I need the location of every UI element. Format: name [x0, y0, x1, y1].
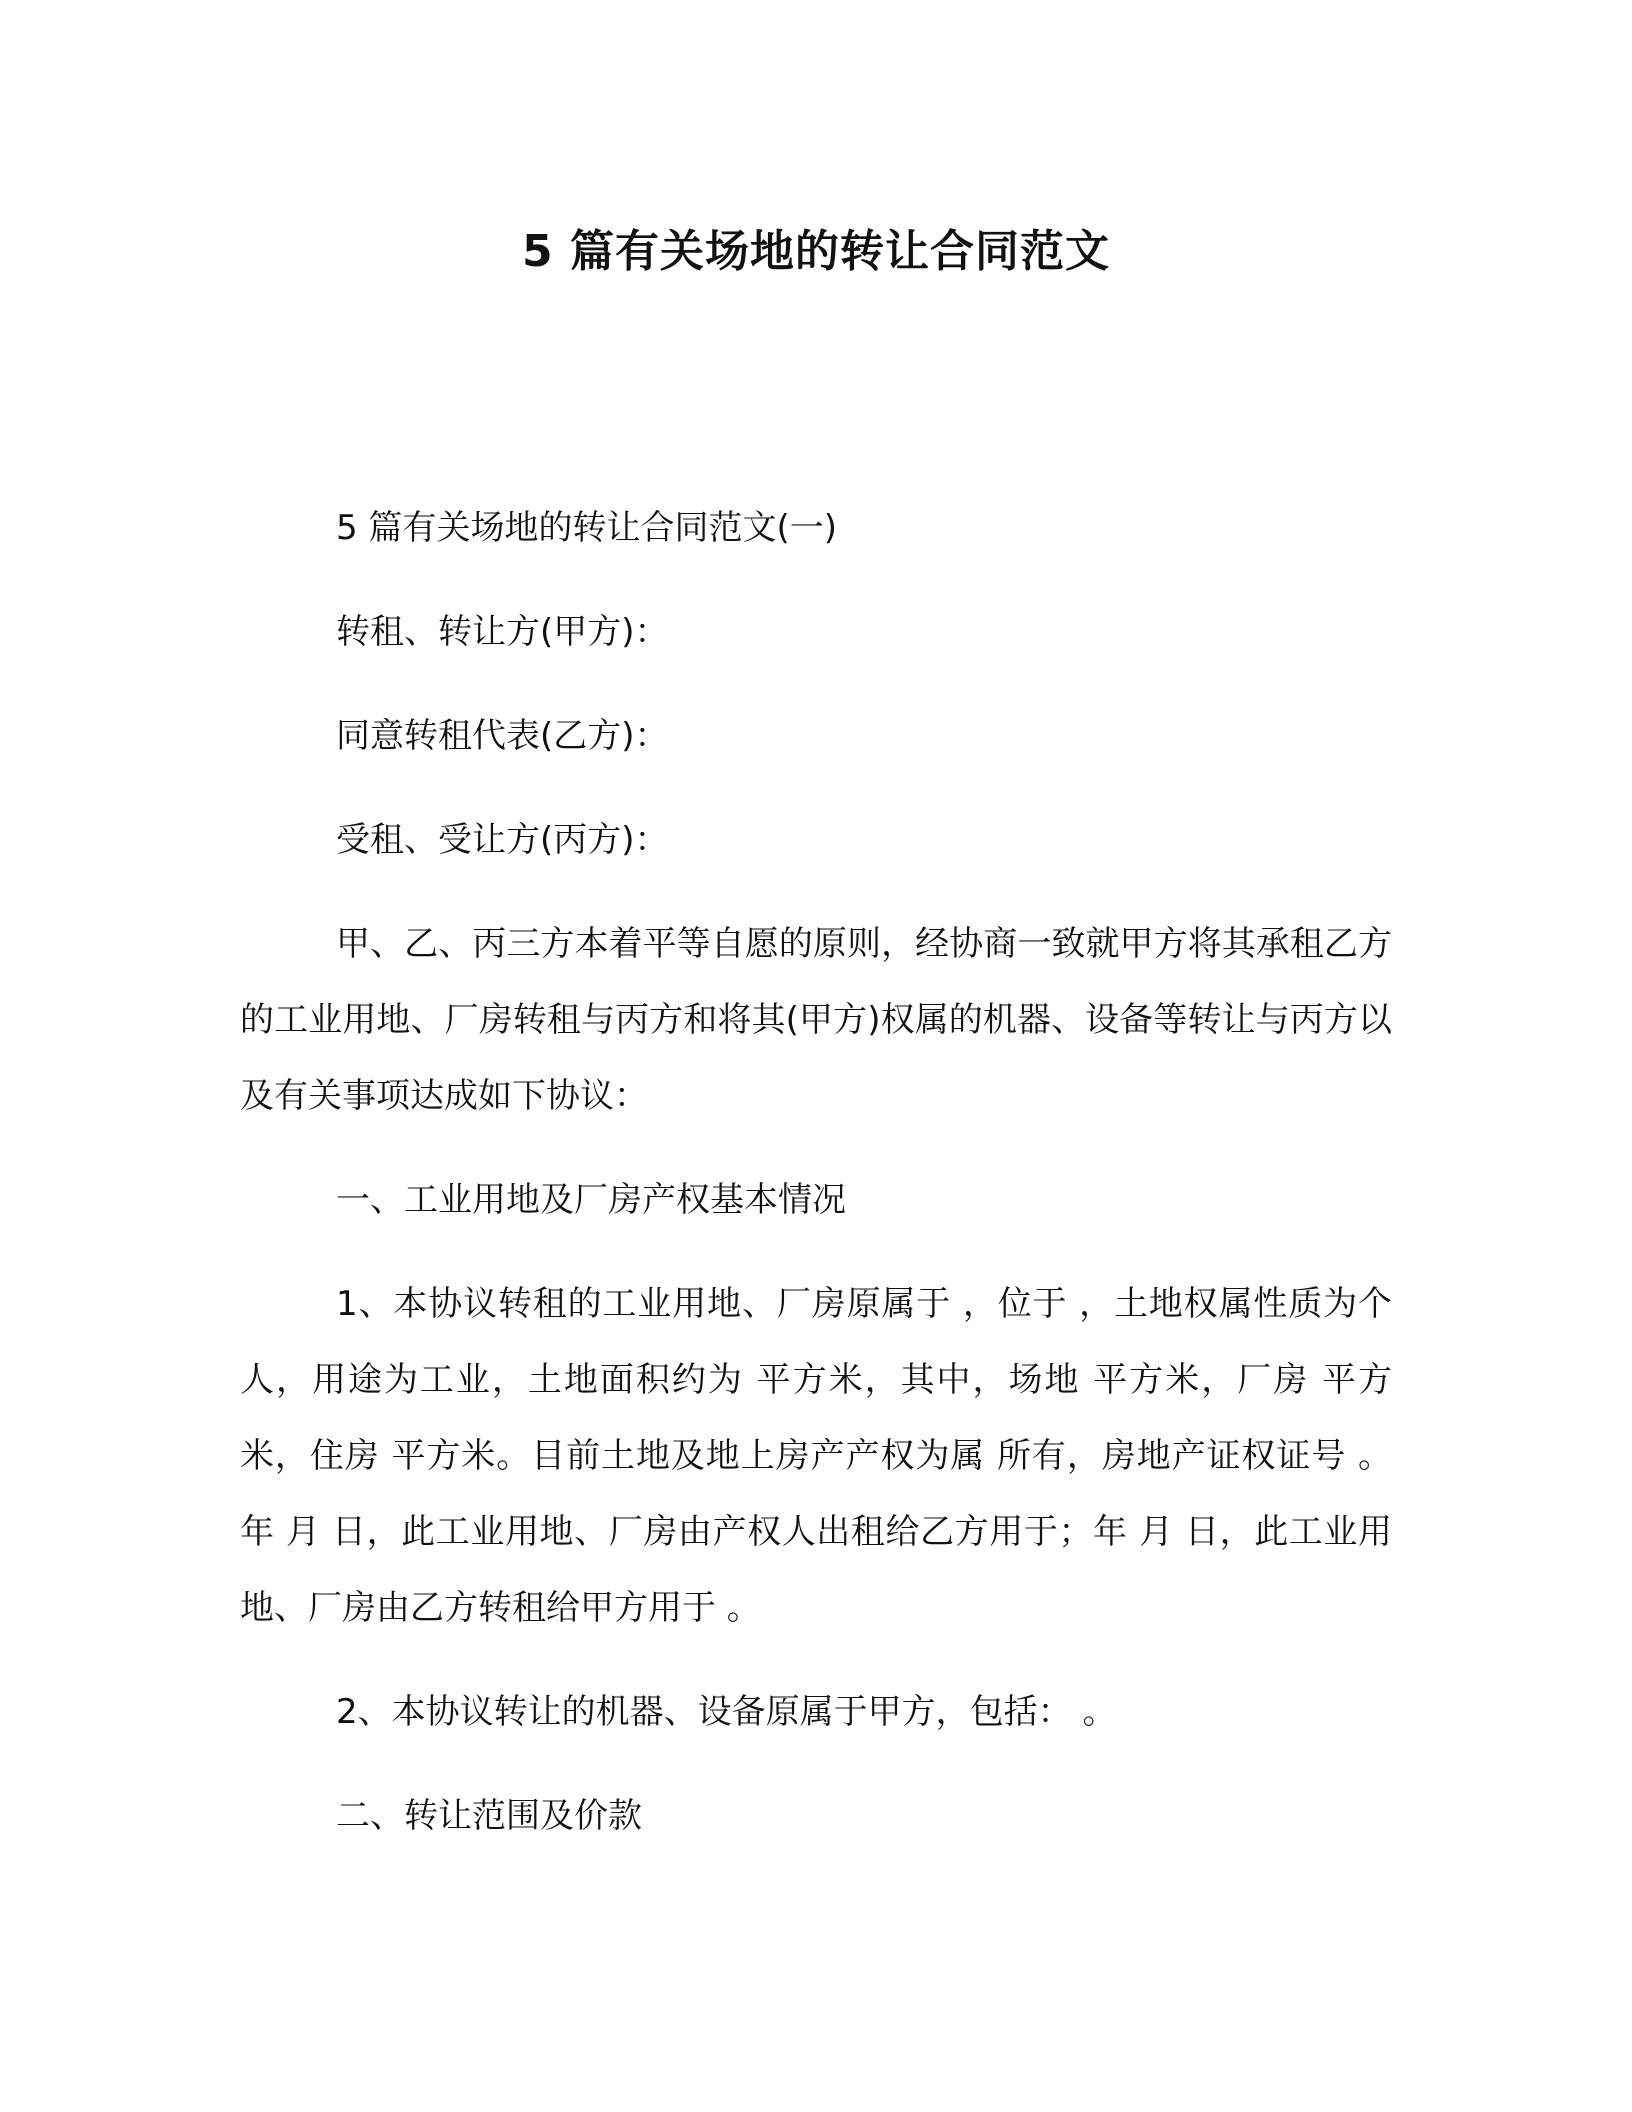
- paragraph-party-a: 转租、转让方(甲方)：: [336, 612, 669, 652]
- section-heading-2: 二、转让范围及价款: [336, 1796, 642, 1836]
- paragraph-party-c: 受租、受让方(丙方)：: [336, 820, 669, 860]
- paragraph-preamble: 甲、乙、丙三方本着平等自愿的原则，经协商一致就甲方将其承租乙方的工业用地、厂房转租与丙方和将其(甲方)权属的机器、设备等转让与丙方以及有关事项达成如下协议：: [240, 924, 1392, 1116]
- section-heading-1: 一、工业用地及厂房产权基本情况: [336, 1180, 846, 1220]
- paragraph-subtitle: 5 篇有关场地的转让合同范文(一): [336, 508, 837, 548]
- paragraph-clause-2: 2、本协议转让的机器、设备原属于甲方，包括： 。: [336, 1692, 1117, 1732]
- document-title: 5 篇有关场地的转让合同范文: [522, 226, 1110, 277]
- paragraph-clause-1: 1、本协议转租的工业用地、厂房原属于 ，位于 ，土地权属性质为个人，用途为工业，土地面积约为 平方米，其中，场地 平方米，厂房 平方米，住房 平方米。目前土地及地上房产产权为属 所有，房地产证权证号 。 年 月 日，此工业用地、厂房由产权人出租给乙方用于；年 月 日，此工业用地、厂房由乙方转租给甲方用于 。: [240, 1284, 1392, 1628]
- paragraph-party-b: 同意转租代表(乙方)：: [336, 716, 669, 756]
- document-body: [240, 490, 1392, 1882]
